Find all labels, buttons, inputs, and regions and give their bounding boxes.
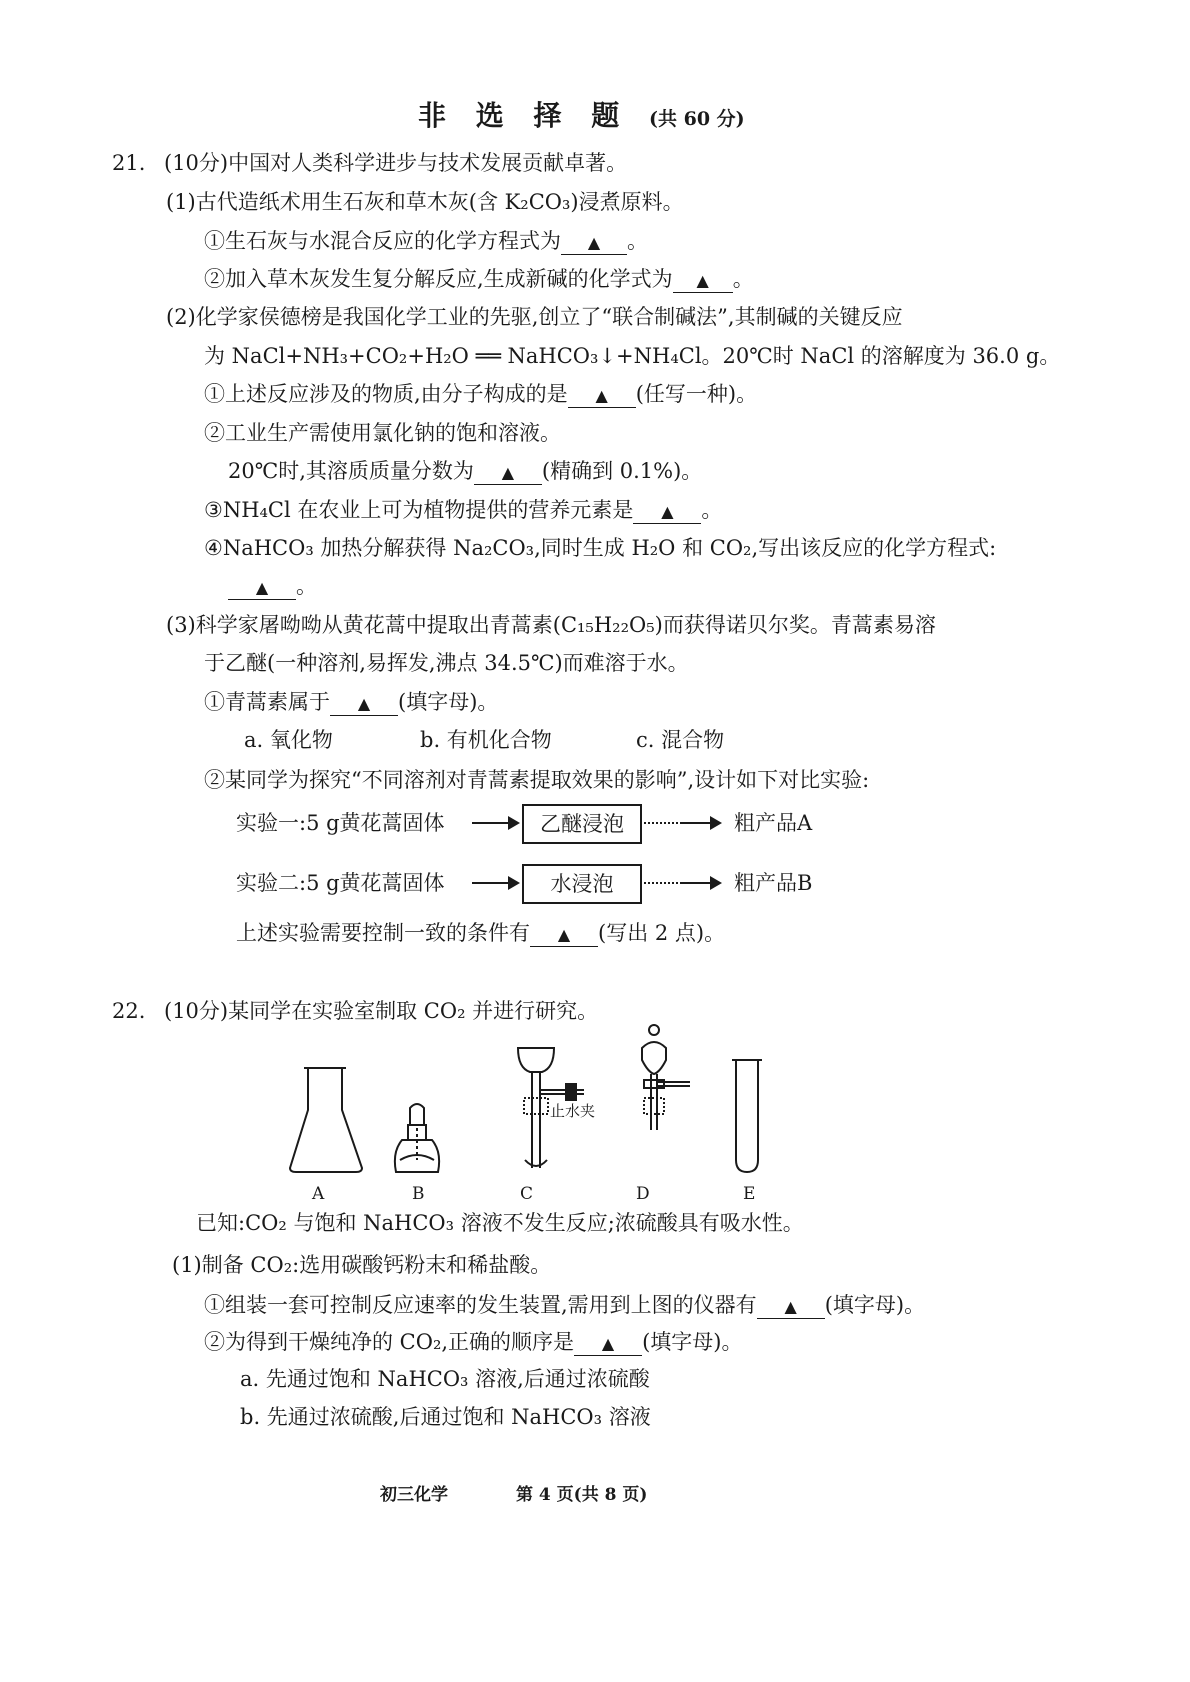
- exp2-arrow-in: [472, 882, 518, 884]
- alcohol-lamp-icon: [395, 1104, 439, 1172]
- option-b: b. 有机化合物: [420, 728, 552, 752]
- q21-part2-q4: ④NaHCO₃ 加热分解获得 Na₂CO₃,同时生成 H₂O 和 CO₂,写出该反应的化学方程式:: [204, 536, 997, 560]
- known-note: 已知:CO₂ 与饱和 NaHCO₃ 溶液不发生反应;浓硫酸具有吸水性。: [196, 1211, 804, 1235]
- q21-part3-cont: 于乙醚(一种溶剂,易挥发,沸点 34.5℃)而难溶于水。: [204, 651, 689, 675]
- q21-part1: (1)古代造纸术用生石灰和草木灰(含 K₂CO₃)浸煮原料。: [166, 190, 684, 214]
- q21-part2-q3: [204, 497, 722, 524]
- footer-subject: 初三化学: [380, 1485, 448, 1505]
- punct: 。: [701, 498, 723, 522]
- section-title: [418, 94, 745, 134]
- q21-part2-equation: 为 NaCl+NH₃+CO₂+H₂O ══ NaHCO₃↓+NH₄Cl。20℃时 NaCl 的溶解度为 36.0 g。: [204, 344, 1061, 368]
- punct: 。: [296, 574, 317, 598]
- q21-part3-q3: [236, 920, 725, 947]
- q21-intro: (10分)中国对人类科学进步与技术发展贡献卓著。: [164, 151, 628, 175]
- punct: 。: [732, 267, 754, 291]
- q22-option-b: b. 先通过浓硫酸,后通过饱和 NaHCO₃ 溶液: [240, 1405, 651, 1429]
- answer-blank[interactable]: ▲: [474, 462, 542, 485]
- answer-blank[interactable]: ▲: [561, 232, 627, 255]
- q22-part1-q1: [204, 1292, 925, 1319]
- q21-part2-q4-answer: [228, 573, 317, 600]
- punct: 。: [627, 229, 648, 253]
- answer-blank[interactable]: ▲: [574, 1333, 642, 1356]
- q21-part2-q2b-hint: (精确到 0.1%)。: [541, 459, 703, 483]
- option-a: a. 氧化物: [244, 728, 333, 752]
- exp1-label: 实验一:5 g黄花蒿固体: [236, 811, 445, 835]
- q21-part2-q2: ②工业生产需使用氯化钠的饱和溶液。: [204, 421, 561, 445]
- answer-blank[interactable]: ▲: [673, 270, 733, 293]
- label-e: E: [743, 1184, 756, 1204]
- q21-part2-q2b-text: 20℃时,其溶质质量分数为: [228, 459, 474, 483]
- answer-blank[interactable]: ▲: [633, 501, 701, 524]
- q21-part1-q1-text: ①生石灰与水混合反应的化学方程式为: [204, 229, 561, 253]
- q22-intro: (10分)某同学在实验室制取 CO₂ 并进行研究。: [164, 999, 599, 1023]
- exp2-label: 实验二:5 g黄花蒿固体: [236, 871, 445, 895]
- test-tube-icon: [732, 1060, 762, 1172]
- label-d: D: [636, 1184, 650, 1204]
- answer-blank[interactable]: ▲: [530, 924, 598, 947]
- exp2-arrow-out: [680, 882, 720, 884]
- option-c: c. 混合物: [636, 728, 725, 752]
- exp1-arrow-out: [680, 822, 720, 824]
- answer-blank[interactable]: ▲: [330, 693, 398, 716]
- q21-part2-q1-text: ①上述反应涉及的物质,由分子构成的是: [204, 382, 568, 406]
- q21-part2-q3-text: ③NH₄Cl 在农业上可为植物提供的营养元素是: [204, 498, 634, 522]
- section-score: (共 60 分): [649, 108, 745, 130]
- label-c: C: [520, 1184, 534, 1204]
- q21-part1-q1: [204, 228, 648, 255]
- q22-part1-q1-hint: (填字母)。: [824, 1293, 926, 1317]
- q22-part1-q1-text: ①组装一套可控制反应速率的发生装置,需用到上图的仪器有: [204, 1293, 757, 1317]
- clip-label: 止水夹: [550, 1102, 596, 1120]
- q21-number: 21.: [112, 151, 146, 175]
- conical-flask-icon: [290, 1068, 362, 1172]
- q21-part2-q1: [204, 381, 757, 408]
- q22-part1-q2-hint: (填字母)。: [642, 1330, 743, 1354]
- q21-part3-q3-hint: (写出 2 点)。: [598, 921, 726, 945]
- exp2-box: 水浸泡: [522, 864, 642, 904]
- q22-part1-q2: [204, 1329, 742, 1356]
- answer-blank[interactable]: ▲: [568, 385, 636, 408]
- q21-part1-q2-text: ②加入草木灰发生复分解反应,生成新碱的化学式为: [204, 267, 673, 291]
- q21-part2-q2b: [228, 458, 702, 485]
- q21-part2-q1-hint: (任写一种)。: [635, 382, 758, 406]
- answer-blank[interactable]: ▲: [757, 1296, 825, 1319]
- exp1-arrow-in: [472, 822, 518, 824]
- q21-part2: (2)化学家侯德榜是我国化学工业的先驱,创立了“联合制碱法”,其制碱的关键反应: [166, 305, 903, 329]
- answer-blank[interactable]: ▲: [228, 577, 296, 600]
- q21-part3-q3-text: 上述实验需要控制一致的条件有: [236, 921, 530, 945]
- q22-option-a: a. 先通过饱和 NaHCO₃ 溶液,后通过浓硫酸: [240, 1367, 650, 1391]
- q21-part3-q1: [204, 689, 498, 716]
- exp2-dots: [644, 882, 678, 884]
- exp2-result: 粗产品B: [734, 871, 813, 895]
- q21-part3-q1-text: ①青蒿素属于: [204, 690, 330, 714]
- q21-part3-q2: ②某同学为探究“不同溶剂对青蒿素提取效果的影响”,设计如下对比实验:: [204, 768, 870, 792]
- exp1-box: 乙醚浸泡: [522, 804, 642, 844]
- label-b: B: [412, 1184, 425, 1204]
- section-title-text: 非 选 择 题: [418, 99, 630, 132]
- q22-part1-q2-text: ②为得到干燥纯净的 CO₂,正确的顺序是: [204, 1330, 575, 1354]
- exp1-result: 粗产品A: [734, 811, 813, 835]
- footer-page: 第 4 页(共 8 页): [516, 1485, 648, 1505]
- label-a: A: [312, 1184, 325, 1204]
- q22-part1: (1)制备 CO₂:选用碳酸钙粉末和稀盐酸。: [172, 1253, 552, 1277]
- q21-part1-q2: [204, 266, 754, 293]
- apparatus-figure: [270, 1020, 790, 1205]
- exp1-dots: [644, 822, 678, 824]
- separatory-funnel-icon: [642, 1025, 690, 1130]
- q21-part3-q1-hint: (填字母)。: [398, 690, 499, 714]
- q22-number: 22.: [112, 999, 146, 1023]
- q21-part3: (3)科学家屠呦呦从黄花蒿中提取出青蒿素(C₁₅H₂₂O₅)而获得诺贝尔奖。青蒿素易溶: [166, 613, 936, 637]
